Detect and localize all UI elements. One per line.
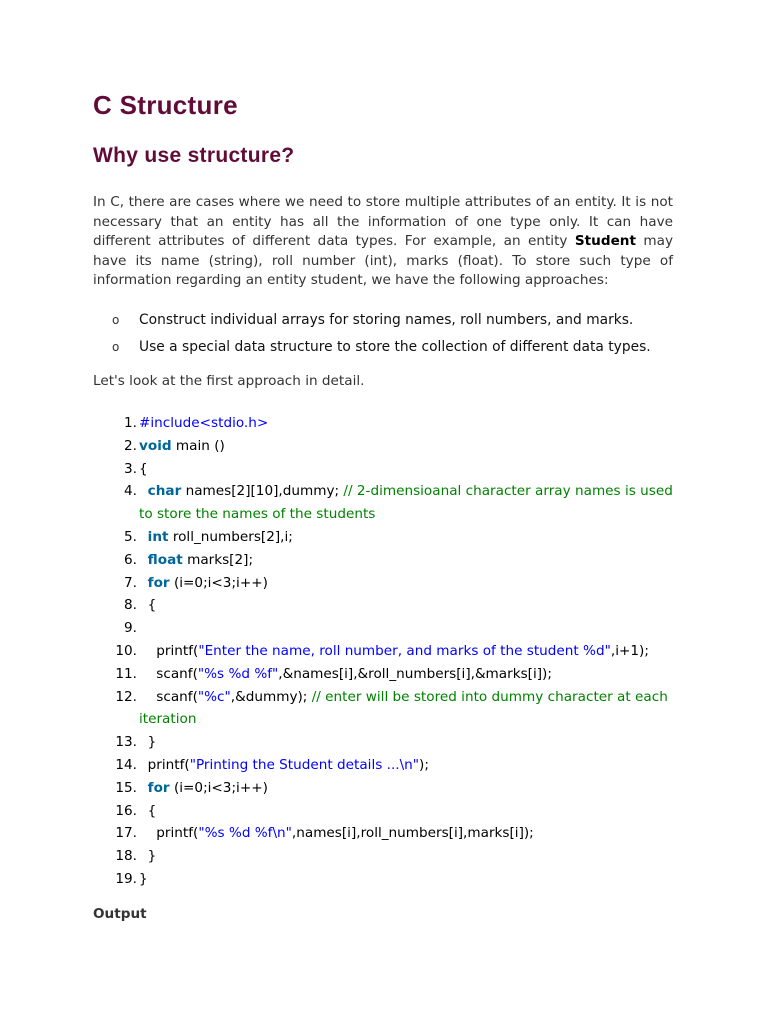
code-line-text — [139, 640, 673, 663]
code-line — [93, 480, 678, 526]
code-line-text — [139, 822, 673, 845]
code-token: } — [139, 734, 157, 751]
code-line — [93, 800, 673, 823]
code-token — [139, 575, 148, 591]
code-line-number: 5. — [124, 528, 137, 545]
code-token: ,&dummy); — [230, 688, 312, 705]
code-comment: // 2-dimensioanal character array names is used to store the names of the students — [139, 483, 678, 523]
code-line-number: 19. — [115, 870, 137, 887]
list-item — [112, 337, 651, 364]
code-line-number: 15. — [115, 779, 137, 796]
code-token: printf( — [139, 642, 199, 659]
code-line-text — [139, 594, 673, 617]
code-token: (i=0;i<3;i++) — [169, 574, 268, 591]
code-line — [93, 754, 673, 777]
code-line-text — [139, 435, 673, 458]
code-line — [93, 435, 673, 458]
code-line-number: 2. — [124, 437, 137, 454]
code-line — [93, 777, 673, 800]
code-line-number: 18. — [115, 848, 137, 865]
code-token: ,&names[i],&roll_numbers[i],&marks[i]); — [278, 665, 552, 682]
code-line-number: 17. — [115, 825, 137, 842]
bullet-circle-icon: o — [112, 340, 120, 354]
code-token: scanf( — [139, 665, 198, 682]
code-string: "Enter the name, roll number, and marks of the student %d" — [198, 642, 611, 659]
code-line — [93, 572, 673, 595]
list-item-text: Use a special data structure to store the collection of different data types. — [139, 339, 651, 355]
page-title: C Structure — [93, 90, 238, 120]
code-token — [139, 529, 148, 545]
code-token: } — [139, 870, 148, 887]
code-token — [139, 780, 148, 796]
code-string: "%s %d %f\n" — [198, 825, 292, 842]
code-keyword: for — [147, 779, 170, 796]
intro-text-after: may have its name (string), roll number (int), marks (float). To store such type of information regarding an entity student, we have the following approaches: — [93, 233, 673, 288]
code-token: { — [139, 597, 157, 614]
code-token: marks[2]; — [182, 551, 254, 568]
code-token: ); — [419, 756, 429, 773]
code-token — [139, 620, 143, 636]
bullet-circle-icon: o — [112, 313, 120, 327]
output-heading: Output — [93, 906, 147, 922]
code-keyword: float — [147, 551, 183, 568]
code-line-text — [139, 731, 673, 754]
code-line-number: 14. — [115, 756, 137, 773]
code-line — [93, 617, 673, 640]
code-line — [93, 526, 673, 549]
code-keyword: void — [139, 437, 172, 454]
code-token: ,names[i],roll_numbers[i],marks[i]); — [291, 825, 534, 842]
code-keyword: int — [147, 528, 169, 545]
code-token — [139, 552, 148, 568]
code-keyword: char — [147, 483, 182, 500]
intro-text-before: In C, there are cases where we need to store multiple attributes of an entity. It is not necessary that an entity has all the information of one type only. It can have different attributes of different data types. For example, an entity — [93, 194, 673, 249]
code-line — [93, 845, 673, 868]
code-line-number: 4. — [124, 483, 137, 500]
code-line-text — [139, 480, 678, 526]
code-line-number: 16. — [115, 802, 137, 819]
section-heading: Why use structure? — [93, 144, 295, 167]
code-line-text — [139, 572, 673, 595]
code-line — [93, 868, 673, 891]
code-line — [93, 594, 673, 617]
code-line-text — [139, 754, 673, 777]
code-line-number: 1. — [124, 415, 137, 431]
code-line — [93, 686, 673, 732]
intro-paragraph — [93, 193, 673, 291]
code-token: printf( — [139, 825, 199, 842]
code-line-number: 11. — [115, 665, 137, 682]
code-line-text — [139, 868, 673, 891]
code-keyword: for — [147, 574, 170, 591]
code-line — [93, 731, 673, 754]
code-token: main () — [171, 437, 225, 454]
code-token: } — [139, 848, 157, 865]
code-comment: // enter will be stored into dummy character at each iteration — [139, 688, 673, 728]
code-token: printf( — [139, 756, 190, 773]
code-string: "%c" — [197, 688, 231, 705]
code-line-text — [139, 458, 673, 481]
list-item-text: Construct individual arrays for storing names, roll numbers, and marks. — [139, 312, 634, 328]
code-line-number: 13. — [115, 734, 137, 751]
code-token: ,i+1); — [610, 642, 649, 659]
code-line-text — [139, 686, 673, 732]
code-line-text — [139, 663, 673, 686]
code-line — [93, 640, 673, 663]
code-token: roll_numbers[2],i; — [168, 528, 293, 545]
code-line-text — [139, 617, 673, 640]
code-line-number: 8. — [124, 597, 137, 614]
code-token: scanf( — [139, 688, 198, 705]
code-line-number: 3. — [124, 460, 137, 477]
code-line-number: 12. — [115, 688, 137, 705]
code-line — [93, 412, 673, 435]
code-line — [93, 549, 673, 572]
code-token — [139, 483, 148, 499]
intro-bold-term: Student — [574, 233, 636, 249]
code-line-number: 7. — [124, 574, 137, 591]
code-line-text — [139, 526, 673, 549]
code-preprocessor: #include<stdio.h> — [139, 415, 269, 431]
code-line-text — [139, 412, 673, 435]
code-string: "%s %d %f" — [197, 665, 279, 682]
code-line-text — [139, 845, 673, 868]
code-line-text — [139, 549, 673, 572]
code-string: "Printing the Student details ...\n" — [189, 756, 420, 773]
code-line — [93, 663, 673, 686]
lead-text: Let's look at the first approach in detail. — [93, 373, 365, 389]
code-line — [93, 458, 673, 481]
code-token: { — [139, 460, 148, 477]
code-line-text — [139, 777, 673, 800]
code-line-number: 9. — [124, 620, 137, 637]
code-line-text — [139, 800, 673, 823]
code-token: { — [139, 802, 157, 819]
list-item — [112, 310, 651, 337]
code-listing — [93, 412, 678, 891]
code-line-number: 6. — [124, 551, 137, 568]
approach-list — [112, 310, 651, 364]
code-line — [93, 822, 673, 845]
code-token: (i=0;i<3;i++) — [169, 779, 268, 796]
code-line-number: 10. — [115, 642, 137, 659]
code-token: names[2][10],dummy; — [181, 483, 344, 500]
